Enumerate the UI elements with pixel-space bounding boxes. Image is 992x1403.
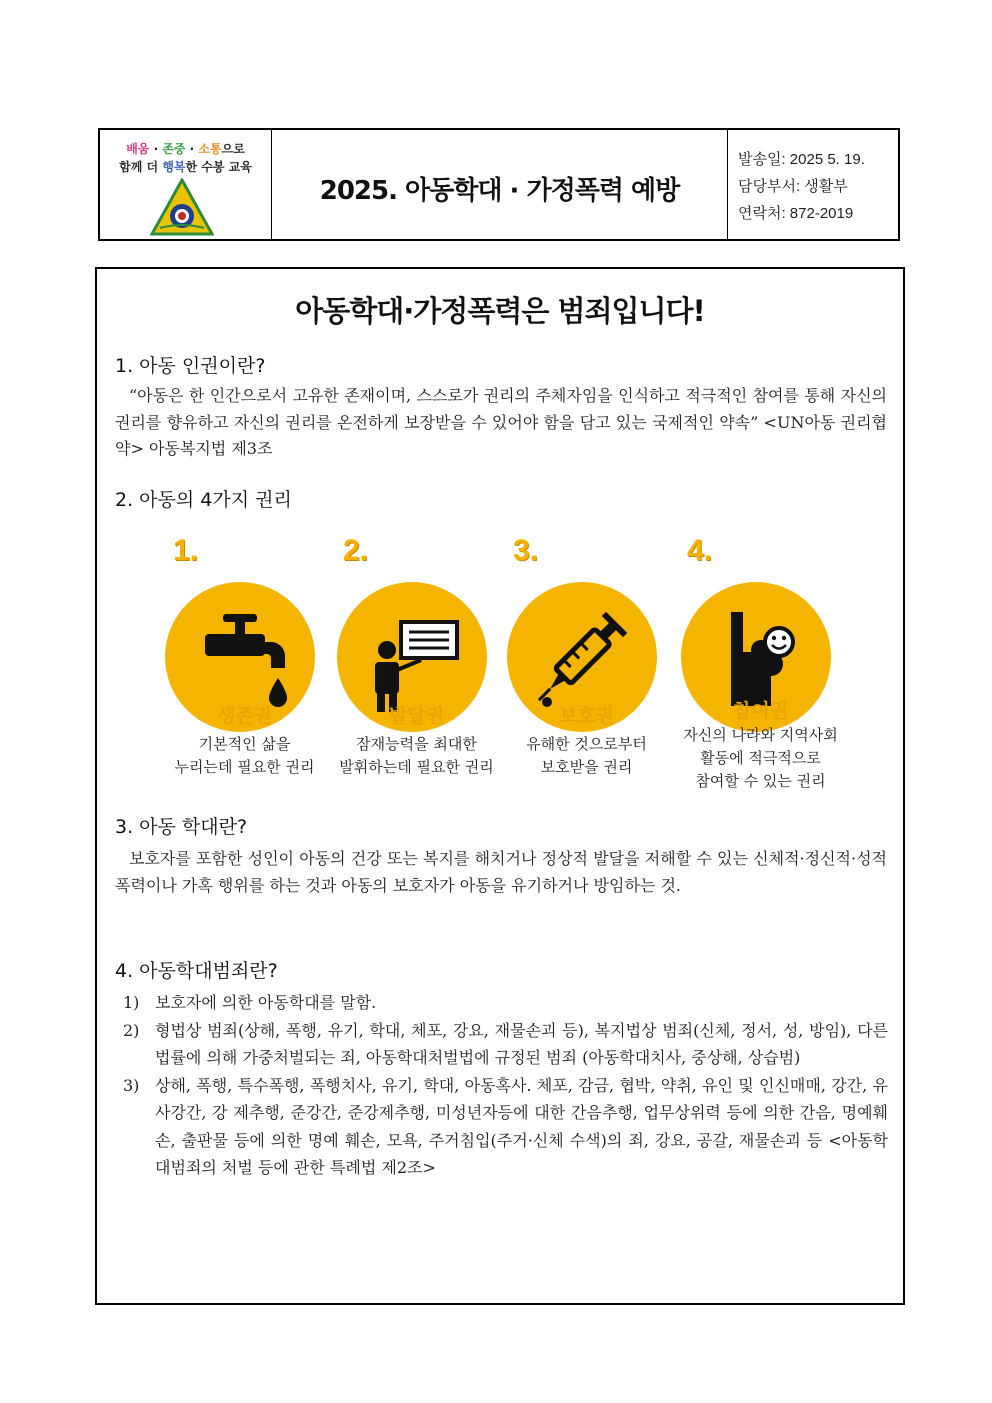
section-3-heading: 3. 아동 학대란? (115, 816, 248, 838)
list-item-number: 2) (123, 1020, 140, 1040)
motto-separator: · (185, 142, 199, 156)
school-emblem-icon (150, 178, 214, 236)
right-desc-line: 보호받을 권리 (540, 758, 633, 776)
right-number: 4. (687, 534, 713, 567)
right-number: 2. (343, 534, 369, 567)
right-participation (653, 524, 838, 794)
motto-word-learning: 배움 (126, 142, 150, 156)
department: 담당부서: 생활부 (738, 178, 848, 195)
right-name: 참여권 (732, 700, 789, 722)
right-number: 1. (173, 534, 199, 567)
section-4-heading: 4. 아동학대범죄란? (115, 960, 278, 982)
list-item-text: 상해, 폭행, 특수폭행, 폭행치사, 유기, 학대, 아동혹사. 체포, 감금, 협박, 약취, 유인 및 인신매매, 강간, 유사강간, 강 제추행, 준강간, 준강제추행, 미성년자등에 대한 간음추행, 업무상위력 등에 의한 간음, 명예훼손, 출판물 등에 의한 명예 훼손, 모욕, 주거침입(주거·신체 수색)의 죄, 강요, 공갈, 재물손괴 등 <아동학대범죄의 처벌 등에 관한 특례법 제2조> (155, 1075, 888, 1177)
right-number: 3. (513, 534, 539, 567)
right-development (309, 524, 494, 794)
main-title: 아동학대·가정폭력은 범죄입니다! (295, 294, 705, 328)
right-name: 보호권 (558, 705, 615, 727)
right-survival (137, 524, 315, 794)
list-item (123, 1072, 888, 1182)
right-desc-line: 자신의 나라와 지역사회 (683, 726, 838, 744)
right-desc-line: 잠재능력을 최대한 (356, 735, 477, 753)
main-content-box (95, 267, 905, 1305)
right-name: 생존권 (216, 705, 273, 727)
section-3-body: 보호자를 포함한 성인이 아동의 건강 또는 복지를 해치거나 정상적 발달을 저해할 수 있는 신체적·정신적·성적 폭력이나 가혹 행위를 하는 것과 아동의 보호자가 아동을 유기하거나 방임하는 것. (115, 849, 887, 895)
document-title: 2025. 아동학대 · 가정폭력 예방 (319, 176, 680, 206)
motto-suffix: 으로 (221, 142, 245, 156)
motto-line-2 (100, 158, 271, 175)
section-2-heading: 2. 아동의 4가지 권리 (115, 489, 292, 511)
send-date: 발송일: 2025 5. 19. (738, 151, 865, 168)
right-name: 발달권 (388, 705, 445, 727)
motto-word-happiness: 행복 (162, 160, 186, 174)
school-motto-cell (100, 130, 272, 239)
motto-line-1 (100, 140, 271, 157)
right-desc-line: 발휘하는데 필요한 권리 (339, 758, 494, 776)
motto-line-2-start: 함께 더 (119, 160, 163, 174)
right-desc-line: 유해한 것으로부터 (526, 735, 647, 753)
right-protection (479, 524, 649, 794)
right-desc-line: 활동에 적극적으로 (700, 749, 821, 767)
document-header (98, 128, 900, 241)
right-description (653, 724, 868, 793)
list-item (123, 989, 888, 1017)
list-item (123, 1017, 888, 1072)
section-4-list (123, 989, 888, 1182)
list-item-number: 3) (123, 1075, 140, 1095)
info-cell (728, 130, 898, 239)
right-desc-line: 기본적인 삶을 (198, 735, 291, 753)
list-item-number: 1) (123, 993, 140, 1012)
title-cell (272, 130, 728, 239)
motto-word-communication: 소통 (198, 142, 222, 156)
section-1-heading: 1. 아동 인권이란? (115, 355, 266, 377)
list-item-text: 보호자에 의한 아동학대를 말함. (155, 993, 377, 1012)
rights-infographic (137, 524, 862, 794)
contact: 연락처: 872-2019 (738, 205, 854, 222)
motto-line-2-end: 한 수봉 교육 (185, 160, 252, 174)
motto-separator: · (149, 142, 163, 156)
motto-word-respect: 존중 (162, 142, 186, 156)
right-desc-line: 참여할 수 있는 권리 (695, 772, 826, 790)
section-1-body: “아동은 한 인간으로서 고유한 존재이며, 스스로가 권리의 주체자임을 인식하고 적극적인 참여를 통해 자신의 권리를 향유하고 자신의 권리를 온전하게 보장받을 수 있어야 함을 담고 있는 국제적인 약속” <UN아동 권리협약> 아동복지법 제3조 (115, 386, 887, 458)
list-item-text: 형법상 범죄(상해, 폭행, 유기, 학대, 체포, 강요, 재물손괴 등), 복지법상 범죄(신체, 정서, 성, 방임), 다른 법률에 의해 가중처벌되는 죄, 아동학대처벌법에 규정된 범죄 (아동학대치사, 중상해, 상습범) (155, 1020, 888, 1067)
right-desc-line: 누리는데 필요한 권리 (174, 758, 315, 776)
